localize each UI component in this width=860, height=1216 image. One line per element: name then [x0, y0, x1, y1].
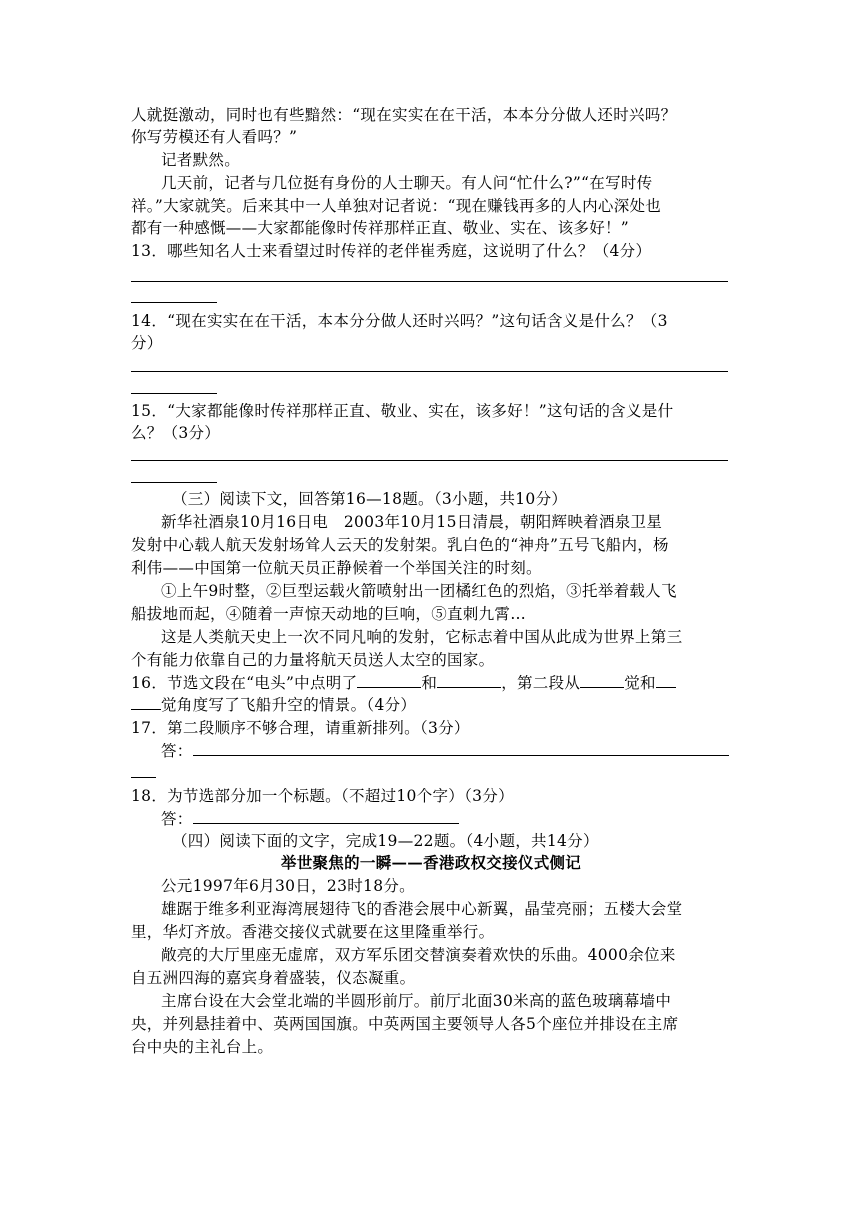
question-16-text: 觉角度写了飞船升空的情景。（4分）	[161, 696, 417, 714]
passage-line: 央，并列悬挂着中、英两国国旗。中英两国主要领导人各5个座位并排设在主席	[131, 1015, 679, 1033]
question-13: 13．哪些知名人士来看望过时传祥的老伴崔秀庭，这说明了什么？（4分）	[131, 242, 652, 260]
question-16-cont	[131, 694, 731, 716]
question-16-text: 16．节选文段在“电头”中点明了	[131, 674, 358, 692]
fill-blank[interactable]	[437, 673, 501, 688]
passage-line: 里，华灯齐放。香港交接仪式就要在这里隆重举行。	[131, 923, 495, 941]
question-14: 14．“现在实实在在干活，本本分分做人还时兴吗？”这句话含义是什么？（3	[131, 312, 668, 330]
passage-line: 记者默然。	[161, 151, 241, 169]
answer-line[interactable]	[131, 460, 728, 461]
answer-line[interactable]	[131, 393, 217, 394]
passage-line: 都有一种感慨——大家都能像时传祥那样正直、敬业、实在、该多好！”	[131, 219, 630, 237]
question-18: 18．为节选部分加一个标题。（不超过10个字）（3分）	[131, 787, 514, 805]
question-16-text: 觉和	[624, 674, 656, 692]
passage-line: 发射中心载人航天发射场耸人云天的发射架。乳白色的“神舟”五号飞船内，杨	[131, 536, 669, 554]
passage-line: 船拔地而起，④随着一声惊天动地的巨响，⑤直刺九霄…	[131, 605, 527, 623]
question-16-text: 和	[421, 674, 438, 692]
question-16-text: ，第二段从	[501, 674, 581, 692]
passage-line: 个有能力依靠自己的力量将航天员送人太空的国家。	[131, 651, 495, 669]
passage-line: 自五洲四海的嘉宾身着盛装，仪态凝重。	[131, 969, 416, 987]
passage-line: 主席台设在大会堂北端的半圆形前厅。前厅北面30米高的蓝色玻璃幕墙中	[161, 992, 672, 1010]
answer-label: 答：	[161, 742, 193, 760]
question-16	[131, 672, 731, 694]
section-4-heading: （四）阅读下面的文字，完成19—22题。（4小题，共14分）	[172, 832, 599, 850]
section-3-heading: （三）阅读下文，回答第16—18题。（3小题，共10分）	[172, 490, 568, 508]
passage-line: 人就挺激动，同时也有些黯然：“现在实实在在干活，本本分分做人还时兴吗？	[131, 106, 677, 124]
passage-line: 这是人类航天史上一次不同凡响的发射，它标志着中国从此成为世界上第三	[161, 628, 683, 646]
answer-line[interactable]	[131, 302, 217, 303]
question-17: 17．第二段顺序不够合理，请重新排列。（3分）	[131, 719, 470, 737]
passage-line: 公元1997年6月30日，23时18分。	[161, 877, 415, 895]
answer-line[interactable]	[193, 809, 459, 824]
passage-line: 新华社酒泉10月16日电 2003年10月15日清晨，朝阳辉映着酒泉卫星	[161, 513, 663, 531]
passage-line: 敞亮的大厅里座无虚席，双方军乐团交替演奏着欢快的乐曲。4000余位来	[161, 946, 676, 964]
question-15: 15．“大家都能像时传祥那样正直、敬业、实在，该多好！”这句话的含义是什	[131, 402, 674, 420]
fill-blank[interactable]	[580, 673, 624, 688]
question-15-cont: 么？（3分）	[131, 424, 221, 442]
passage-line: ①上午9时整，②巨型运载火箭喷射出一团橘红色的烈焰，③托举着载人飞	[161, 582, 677, 600]
answer-row	[161, 808, 731, 830]
answer-line[interactable]	[131, 371, 728, 372]
fill-blank[interactable]	[656, 673, 676, 688]
answer-line[interactable]	[131, 482, 217, 483]
answer-line[interactable]	[131, 777, 156, 778]
passage-line: 雄踞于维多利亚海湾展翅待飞的香港会展中心新翼，晶莹亮丽；五楼大会堂	[161, 900, 683, 918]
fill-blank[interactable]	[357, 673, 421, 688]
passage-line: 祥。”大家就笑。后来其中一人单独对记者说：“现在赚钱再多的人内心深处也	[131, 197, 662, 215]
passage-line: 你写劳模还有人看吗？”	[131, 128, 298, 146]
answer-label: 答：	[161, 810, 193, 828]
article-title: 举世聚焦的一瞬——香港政权交接仪式侧记	[280, 853, 582, 872]
passage-line: 台中央的主礼台上。	[131, 1038, 274, 1056]
answer-line[interactable]	[193, 741, 729, 756]
answer-row	[161, 740, 731, 762]
passage-line: 几天前，记者与几位挺有身份的人士聊天。有人问“忙什么?”“在写时传	[161, 174, 653, 192]
passage-line: 利伟——中国第一位航天员正静候着一个举国关注的时刻。	[131, 559, 542, 577]
question-14-cont: 分）	[131, 334, 163, 352]
answer-line[interactable]	[131, 281, 728, 282]
fill-blank[interactable]	[131, 695, 161, 710]
